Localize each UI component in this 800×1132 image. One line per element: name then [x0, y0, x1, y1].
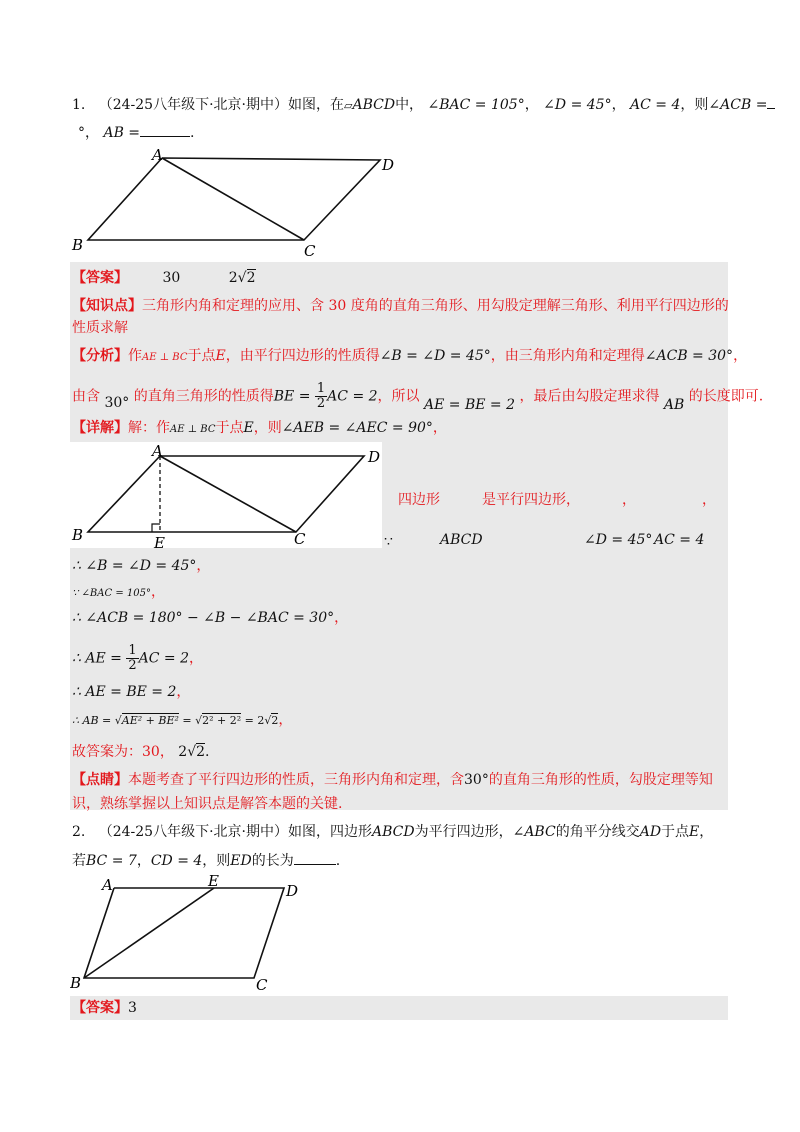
sqrt-sign: √ [187, 744, 197, 760]
fig1-label-c: C [304, 242, 316, 258]
q1-number: 1. [72, 97, 86, 113]
q2-bc: BC = 7 [86, 853, 137, 869]
step-5 [72, 682, 190, 702]
analysis-t2: 于点 [187, 348, 216, 364]
q2-point-e: E [689, 824, 700, 840]
side-comma-1: ， [622, 492, 636, 508]
step-6-result: = 2 [244, 714, 265, 727]
knowledge-tag: 【知识点】 [72, 298, 142, 314]
q1-cond-bac: ∠BAC = 105° [427, 97, 525, 113]
step-6-radicand-3: 2 [271, 714, 279, 727]
step-6-lhs: ∴ AB = [72, 714, 112, 727]
q1-blank-2 [140, 122, 190, 137]
comment-1-line2: 识，熟练掌握以上知识点是解答本题的关键. [72, 796, 343, 812]
step-1 [72, 556, 210, 576]
q2-t6: 若 [72, 853, 86, 869]
detail-t3: ，则 [253, 420, 282, 436]
q2-cd: CD = 4 [150, 853, 203, 869]
q2-t8: ，则 [202, 853, 231, 869]
step-2 [72, 582, 165, 604]
fraction-numerator: 1 [316, 381, 326, 396]
step-1-text: ∴ ∠B = ∠D = 45° [72, 558, 197, 574]
q1-degree-sep: °， [78, 125, 99, 141]
analysis-1-line1 [72, 346, 747, 368]
fig2-outline [88, 456, 364, 532]
q2-ed: ED [230, 853, 252, 869]
q2-number: 2. [72, 824, 86, 840]
analysis-be: BE = [273, 388, 311, 405]
fig1-label-a: A [152, 146, 163, 164]
figure-1-parallelogram [70, 146, 410, 258]
analysis-ac2: AC = 2 [327, 388, 378, 405]
analysis-t6: 由含 [72, 388, 100, 405]
step-1-comma: ， [196, 558, 211, 574]
q1-source: （24-25八年级下·北京·期中） [98, 97, 288, 113]
q2-t7: ， [136, 853, 151, 869]
q1-cond-ac: AC = 4 [630, 97, 681, 113]
q2-t2: 为平行四边形， [414, 824, 513, 840]
fig1-label-b: B [72, 236, 84, 254]
detail-1 [72, 418, 447, 440]
answer-1 [72, 268, 256, 288]
step-3-comma: ， [334, 610, 349, 626]
answer-1-radicand: 2 [246, 270, 256, 286]
q1-cond-d: ∠D = 45° [543, 97, 612, 113]
fig3-label-e: E [208, 872, 219, 890]
comment-deg30: 30° [464, 772, 489, 788]
analysis-t7: 的直角三角形的性质得 [133, 388, 274, 405]
fig2-label-d: D [368, 448, 381, 466]
figure-3-parallelogram [70, 870, 320, 996]
q1-figure-name: ABCD [352, 97, 396, 113]
q2-period: . [335, 853, 341, 869]
q1-stem: 如图，在 [287, 97, 344, 113]
q2-abcd: ABCD [371, 824, 415, 840]
sqrt-sign: √ [264, 714, 272, 727]
analysis-point-e: E [215, 348, 226, 364]
fig2-label-e: E [154, 534, 165, 548]
fig3-outline [84, 888, 284, 978]
answer-1-value-2 [229, 270, 256, 286]
q2-line2 [72, 850, 340, 871]
side-d45: ∠D = 45° [584, 532, 653, 548]
detail-t1: 解：作 [128, 420, 170, 436]
comment-line-1b: 的直角三角形的性质，勾股定理等知 [488, 772, 713, 788]
detail-eq: ∠AEB = ∠AEC = 90° [281, 420, 433, 436]
answer-2 [72, 998, 137, 1018]
step-6-radicand-2: 2² + 2² [202, 714, 242, 727]
side-abcd: ABCD [440, 532, 483, 548]
detail-tag: 【详解】 [72, 420, 128, 436]
step-5-comma: ， [176, 684, 191, 700]
answer-2-value: 3 [128, 1000, 137, 1016]
analysis-t4: ，由三角形内角和定理得 [490, 348, 645, 364]
fig3-label-d: D [286, 882, 299, 900]
comment-1-line1 [72, 770, 713, 790]
q2-t5: ， [699, 824, 714, 840]
fig2-diagonal-ac [160, 456, 296, 532]
q2-source: （24-25八年级下·北京·期中） [98, 824, 288, 840]
detail-ae-bc: AE ⊥ BC [170, 424, 216, 435]
analysis-ae-bc: AE ⊥ BC [142, 352, 188, 363]
answer-tag: 【答案】 [72, 270, 128, 286]
step-6-radicand-1: AE² + BE² [121, 714, 179, 727]
fig1-label-d: D [382, 156, 395, 174]
side-is-parallelogram: 是平行四边形， [482, 492, 580, 508]
q2-t3: 的角平分线交 [555, 824, 640, 840]
side-ac4: AC = 4 [654, 532, 705, 548]
detail-t2: 于点 [215, 420, 244, 436]
side-comma-2: ， [702, 492, 716, 508]
step-4-fraction [126, 644, 138, 673]
q2-angle-abc: ∠ABC [512, 824, 556, 840]
detail-point-e: E [243, 420, 254, 436]
analysis-t8: ，所以 [377, 388, 420, 405]
comment-tag: 【点睛】 [72, 772, 128, 788]
analysis-1-line2 [72, 382, 763, 411]
answer-1-value-1: 30 [162, 270, 181, 286]
answer-2-tag: 【答案】 [72, 1000, 128, 1016]
analysis-ae-be: AE = BE = 2 [424, 396, 516, 413]
analysis-tag: 【分析】 [72, 348, 128, 364]
analysis-ab: AB [663, 396, 685, 413]
q2-ad: AD [639, 824, 662, 840]
q1-stem-b: 中， [395, 97, 424, 113]
sqrt-sign: √ [237, 270, 247, 286]
step-3 [72, 608, 348, 628]
step-2-text: ∵ ∠BAC = 105° [72, 588, 151, 599]
step-4-numerator: 1 [128, 643, 137, 658]
knowledge-line-1: 三角形内角和定理的应用、含 30 度角的直角三角形、用勾股定理解三角形、利用平行四边形的 [142, 298, 729, 314]
final-answer-coef: 2 [178, 744, 188, 760]
knowledge-1-line2: 性质求解 [72, 320, 128, 336]
step-6-comma: ， [278, 712, 293, 728]
q1-ask-ab: AB = [103, 125, 141, 141]
q1-blank-1 [767, 94, 775, 109]
q2-t1: 如图，四边形 [287, 824, 372, 840]
analysis-fraction-half [315, 382, 327, 411]
fig2-label-b: B [72, 526, 84, 544]
analysis-t9: ，最后由勾股定理求得 [519, 388, 660, 405]
final-answer-radicand: 2 [196, 744, 206, 760]
fig3-label-b: B [70, 974, 82, 992]
analysis-t5: ， [733, 348, 748, 364]
step-4-denominator: 2 [128, 658, 137, 673]
knowledge-1 [72, 296, 729, 316]
final-answer [72, 742, 210, 762]
figure-2-parallelogram [70, 442, 382, 548]
analysis-eq-2: ∠ACB = 30° [644, 348, 734, 364]
answer-2-block [70, 996, 728, 1020]
q1-line2 [78, 122, 195, 143]
detail-t4: ， [432, 420, 447, 436]
step-6-equals: = [182, 714, 192, 727]
parallelogram-symbol: ▱ [343, 99, 353, 112]
q1-period: . [190, 125, 195, 141]
step-4 [72, 644, 203, 673]
q2-blank [294, 850, 336, 865]
fig1-diagonal-ac [162, 158, 304, 240]
final-answer-period: . [205, 744, 210, 760]
answer-1-coef: 2 [228, 270, 238, 286]
analysis-deg30: 30° [104, 394, 130, 411]
step-4-rhs: AC = 2 [138, 650, 189, 667]
analysis-t1: 作 [128, 348, 142, 364]
fig2-right-angle-mark [152, 524, 160, 532]
fig3-label-a: A [102, 876, 113, 894]
step-6 [72, 710, 292, 731]
q2-t4: 于点 [661, 824, 690, 840]
side-because: ∵ [384, 534, 393, 550]
fraction-denominator: 2 [316, 396, 326, 411]
step-3-text: ∴ ∠ACB = 180° − ∠B − ∠BAC = 30° [72, 610, 335, 626]
final-answer-text: 故答案为：30， [72, 744, 174, 760]
fig2-label-a: A [152, 442, 163, 460]
q2-line1 [72, 822, 713, 842]
q2-t9: 的长为 [251, 853, 294, 869]
side-quad-label: 四边形 [398, 492, 440, 508]
step-4-lhs: ∴ AE = [72, 650, 122, 667]
fig3-bisector-be [84, 888, 214, 978]
q1-line1: 1. （24-25八年级下·北京·期中）如图，在▱ABCD中， ∠BAC = 105°， ∠D = 45°， AC = 4，则∠ACB = [72, 94, 775, 116]
sqrt-sign: √ [114, 714, 122, 727]
analysis-t3: ，由平行四边形的性质得 [225, 348, 380, 364]
step-5-text: ∴ AE = BE = 2 [72, 684, 177, 700]
step-2-comma: ， [150, 584, 165, 600]
analysis-eq-1: ∠B = ∠D = 45° [379, 348, 491, 364]
q1-stem-c: ，则 [680, 97, 709, 113]
comment-line-1a: 本题考查了平行四边形的性质，三角形内角和定理，含 [128, 772, 464, 788]
fig3-label-c: C [256, 976, 268, 994]
analysis-t10: 的长度即可. [688, 388, 764, 405]
q1-ask-acb: ∠ACB = [708, 97, 768, 113]
fig2-label-c: C [294, 530, 306, 548]
sqrt-sign: √ [195, 714, 203, 727]
step-4-comma: ， [188, 650, 203, 667]
